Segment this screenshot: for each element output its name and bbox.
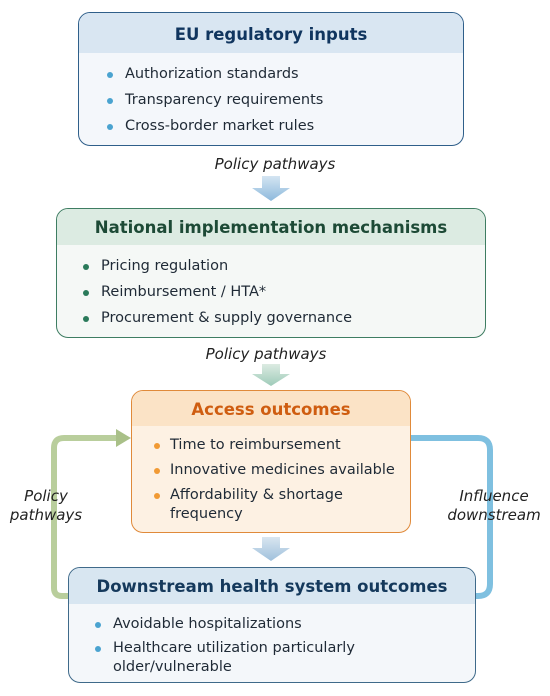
bullet-icon bbox=[95, 622, 101, 628]
list-item: Procurement & supply governance bbox=[57, 309, 485, 328]
connector-label-right-loop: Influence downstream bbox=[447, 487, 541, 524]
list-item: Pricing regulation bbox=[57, 257, 485, 276]
list-item: Innovative medicines available bbox=[132, 461, 410, 480]
arrow-eu-to-national bbox=[252, 176, 290, 201]
downstream-outcomes-box bbox=[68, 567, 476, 683]
bullet-icon bbox=[83, 290, 89, 296]
list-item: Reimbursement / HTA* bbox=[57, 283, 485, 302]
downstream-box-list bbox=[69, 604, 475, 677]
connector-label-national-to-access: Policy pathways bbox=[205, 345, 327, 363]
connector-label-eu-to-national: Policy pathways bbox=[214, 155, 336, 173]
access-box-title: Access outcomes bbox=[132, 391, 410, 426]
bullet-icon bbox=[83, 316, 89, 322]
list-item: Time to reimbursement bbox=[132, 436, 410, 455]
national-box-list bbox=[57, 245, 485, 328]
access-outcomes-box bbox=[131, 390, 411, 533]
access-box-list bbox=[132, 426, 410, 524]
bullet-icon bbox=[107, 98, 113, 104]
connector-label-left-loop: Policy pathways bbox=[9, 487, 83, 524]
arrow-national-to-access bbox=[252, 364, 290, 386]
list-item: Authorization standards bbox=[79, 65, 463, 84]
bullet-icon bbox=[107, 124, 113, 130]
list-item: Transparency requirements bbox=[79, 91, 463, 110]
eu-regulatory-inputs-box bbox=[78, 12, 464, 146]
bullet-icon bbox=[154, 493, 160, 499]
bullet-icon bbox=[107, 72, 113, 78]
national-implementation-box bbox=[56, 208, 486, 338]
bullet-icon bbox=[154, 443, 160, 449]
list-item: Affordability & shortage frequency bbox=[132, 486, 410, 524]
left-loop-arrowhead bbox=[116, 429, 131, 447]
bullet-icon bbox=[95, 646, 101, 652]
bullet-icon bbox=[83, 264, 89, 270]
list-item: Avoidable hospitalizations bbox=[69, 615, 475, 634]
bullet-icon bbox=[154, 468, 160, 474]
national-box-title: National implementation mechanisms bbox=[57, 209, 485, 245]
list-item: Healthcare utilization particularly older/vulnerable bbox=[69, 639, 475, 677]
eu-box-list bbox=[79, 53, 463, 136]
arrow-access-to-downstream bbox=[252, 537, 290, 561]
downstream-box-title: Downstream health system outcomes bbox=[69, 568, 475, 604]
list-item: Cross-border market rules bbox=[79, 117, 463, 136]
eu-box-title: EU regulatory inputs bbox=[79, 13, 463, 53]
